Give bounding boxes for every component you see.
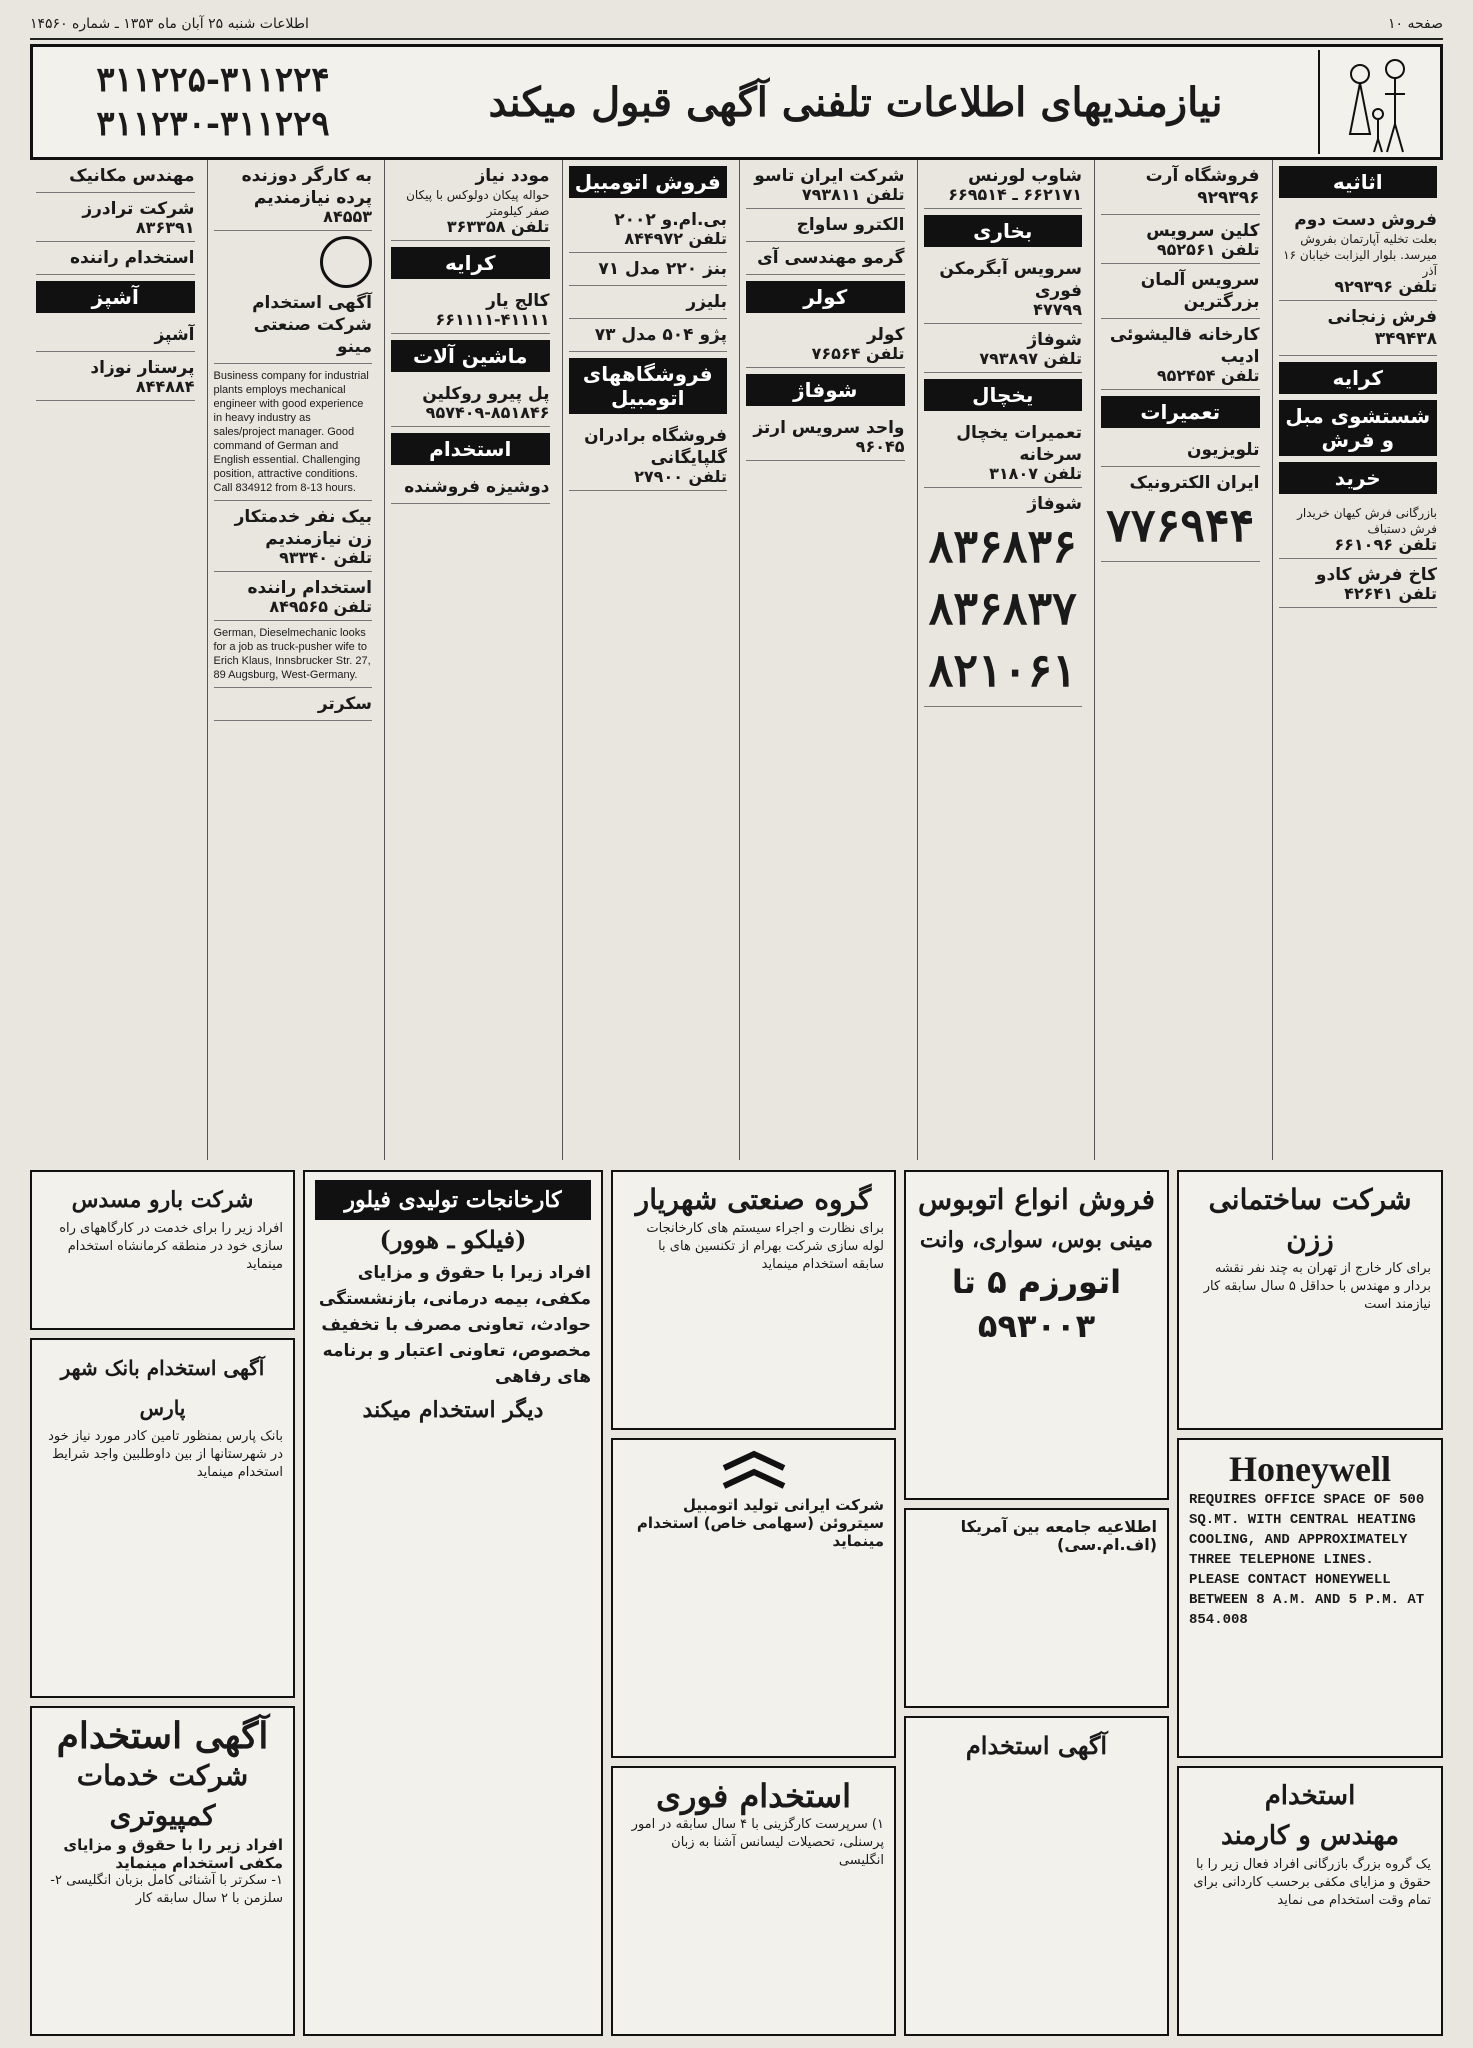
ad-title: شاوب لورنس [968, 166, 1082, 186]
ad-college-yar [391, 285, 550, 334]
ad-clean-service [1101, 215, 1260, 264]
ad-title: شرکت ترادرز [82, 199, 195, 219]
section-furniture: اثاثیه [1279, 166, 1438, 198]
ad-title: بلیزر [686, 292, 727, 312]
box-title: شرکت ساختمانی ززن [1208, 1183, 1412, 1256]
ad-title: کارخانه قالیشوئی ادیب [1109, 325, 1260, 367]
banner-phones-1: ۳۱۱۲۲۵-۳۱۱۲۲۴ [96, 60, 330, 100]
ad-title: فروشگاه آرت ۹۲۹۳۹۶ [1145, 166, 1260, 208]
ad-box-zen [1177, 1170, 1443, 1430]
section-employment: استخدام [391, 433, 550, 465]
ad-title: سرویس آلمان بزرگترین [1140, 270, 1260, 312]
box-text: افراد زیرا با حقوق و مزایای مکفی، بیمه درمانی، بازنشستگی حوادث، تعاونی مصرف با تخفیف مخصوص، تعاونی اعتبار و برنامه های رفاهی [318, 1263, 591, 1387]
ad-used-sale [1279, 204, 1438, 301]
ad-phone: ۹۶۰۴۵ [855, 437, 905, 456]
box-subtitle: مینی بوس، سواری، وانت [919, 1227, 1154, 1253]
ad-title: فرش زنجانی ۳۴۹۴۳۸ [1327, 307, 1437, 349]
ad-box-bus [904, 1170, 1169, 1500]
section-rent: کرایه [1279, 362, 1438, 394]
ad-phone: ۶۶۱۱۱۱-۴۱۱۱۱ [435, 310, 550, 329]
ad-phone: تلفن ۸۴۹۵۶۵ [269, 597, 372, 616]
ad-germany-service [1101, 264, 1260, 319]
section-machines: ماشین آلات [391, 340, 550, 372]
section-buy: خرید [1279, 462, 1438, 494]
ad-kado-carpet [1279, 559, 1438, 608]
ad-phone: تلفن ۹۲۹۳۹۶ [1334, 277, 1437, 296]
ad-title: کالج یار [486, 291, 550, 311]
ad-adib-carpet [1101, 319, 1260, 390]
ad-traders [36, 193, 195, 242]
ad-title: کلین سرویس [1146, 221, 1260, 241]
section-rent-2: کرایه [391, 247, 550, 279]
ad-curtain-tailor [214, 160, 373, 231]
ad-box-fast [611, 1766, 896, 2036]
ad-title: فروش دست دوم [1294, 210, 1437, 230]
ad-title: بنز ۲۲۰ مدل ۷۱ [598, 259, 727, 279]
box-phone: اتورزم ۵ تا ۵۹۳۰۰۳ [951, 1263, 1122, 1345]
section-carpet-wash: شستشوی مبل و فرش [1279, 400, 1438, 456]
ad-garmo [746, 242, 905, 275]
ad-bmw [569, 204, 728, 253]
box-text: برای نظارت و اجراء سیستم های کارخانجات لوله سازی شرکت بهرام از تکنسین های با سابقه استخدام مینماید [646, 1221, 884, 1272]
ad-box-shahriar [611, 1170, 896, 1430]
ad-box-citroen [611, 1438, 896, 1758]
honeywell-logo: Honeywell [1229, 1449, 1391, 1489]
issue-info: اطلاعات شنبه ۲۵ آبان ماه ۱۳۵۳ ـ شماره ۱۴۵۶۰ [30, 16, 309, 32]
minoo-logo-icon [320, 236, 372, 288]
classifieds-banner [30, 44, 1443, 160]
column-3 [917, 160, 1089, 1160]
ad-big-phone-3: ۸۲۱۰۶۱ [928, 643, 1077, 697]
box-title: کارخانجات تولیدی فیلور [315, 1180, 591, 1220]
ad-title: سرویس آبگرمکن فوری [939, 259, 1082, 301]
ad-text-en-2: German, Dieselmechanic looks for a job as truck-pusher wife to Erich Klaus, Innsbrucker Str. 27, 89 Augsburg, West-Germany. [213, 627, 371, 681]
ad-box-bank [30, 1338, 295, 1698]
box-title-2: مهندس و کارمند [1220, 1821, 1400, 1851]
ad-phone: ۸۴۴۸۸۴ [135, 377, 195, 396]
ad-title: فروشگاه برادران گلپایگانی [584, 426, 727, 468]
ad-phone: تلفن ۷۹۳۸۹۷ [979, 349, 1082, 368]
box-text: برای کار خارج از تهران به چند نفر نقشه بردار و مهندس با حداقل ۵ سال سابقه کار نیازمند است [1203, 1261, 1431, 1312]
banner-title: نیازمندیهای اطلاعات تلفنی آگهی قبول میکند [488, 78, 1223, 126]
banner-illustration [1318, 50, 1440, 154]
ad-title: مودد نیاز [475, 166, 550, 186]
ad-box-fmc [904, 1508, 1169, 1708]
ad-big-phone-1: ۸۳۶۸۳۶ [928, 519, 1077, 573]
box-title: آگهی استخدام [56, 1715, 269, 1757]
box-more: دیگر استخدام میکند [362, 1397, 544, 1423]
ad-phone: تلفن ۷۶۵۶۴ [811, 344, 905, 363]
ad-title: تلویزیون [1187, 440, 1260, 460]
column-5 [562, 160, 734, 1160]
ad-english-engineer [214, 364, 373, 501]
ad-phone: تلفن ۴۲۶۴۱ [1344, 584, 1437, 603]
ad-box-honeywell [1177, 1438, 1443, 1758]
ad-title: استخدام راننده [247, 578, 372, 598]
ad-title: سکرتر [317, 694, 372, 714]
ad-cooler [746, 319, 905, 368]
box-text: یک گروه بزرگ بازرگانی افراد فعال زیر را با حقوق و مزایای مکفی برحسب کاردانی برای تمام وقت استخدام می نماید [1193, 1857, 1431, 1908]
ad-text-en: Business company for industrial plants employs mechanical engineer with good experience in heavy industry as sales/project manager. Good command of German and English essential. Challenging position, attractive conditions. [213, 370, 369, 480]
ad-box-hoover [303, 1170, 603, 2036]
ad-arts-service [746, 412, 905, 461]
ad-iran-electronic [1101, 467, 1260, 562]
ad-phone: تلفن ۹۵۲۴۵۴ [1156, 366, 1260, 385]
ad-title: کاخ فرش کادو [1315, 565, 1437, 585]
ad-english-mechanic [214, 621, 373, 688]
ad-phone: تلفن ۹۳۳۴۰ [279, 548, 372, 567]
ad-shofaj-1 [924, 324, 1083, 373]
section-cook: آشپز [36, 281, 195, 313]
column-4 [739, 160, 911, 1160]
column-1 [1272, 160, 1444, 1160]
box-title: فروش انواع اتوبوس [917, 1183, 1156, 1216]
ad-maid [214, 501, 373, 572]
ad-blazer [569, 286, 728, 319]
ad-title: استخدام راننده [69, 248, 195, 268]
ad-text: بعلت تخلیه آپارتمان بفروش میرسد. بلوار الیزابت خیابان ۱۶ آذر [1283, 232, 1437, 278]
ad-peugeot [569, 319, 728, 352]
page-header [30, 10, 1443, 40]
ad-shofaj-2 [924, 488, 1083, 707]
ad-box-employment [904, 1716, 1169, 2036]
ad-title: آگهی استخدام شرکت صنعتی مینو [252, 293, 372, 357]
ad-phone: ۸۴۵۵۳ [323, 207, 372, 226]
ad-nurse [36, 352, 195, 401]
ad-secretary [214, 688, 373, 721]
page-number: صفحه ۱۰ [1387, 16, 1443, 32]
ad-title: دوشیزه فروشنده [404, 477, 550, 497]
ad-cook [36, 319, 195, 352]
column-6 [384, 160, 556, 1160]
ad-fridge-repair [924, 417, 1083, 488]
box-title: شرکت بارو مسدس [71, 1187, 254, 1213]
ad-title: الکترو ساواج [796, 215, 905, 235]
ad-big-phone-2: ۸۳۶۸۳۷ [928, 581, 1077, 635]
ad-title: ایران الکترونیک [1129, 473, 1260, 493]
ad-golpayegani [569, 420, 728, 491]
ad-title: شوفاژ [1027, 330, 1082, 350]
ad-driver [214, 572, 373, 621]
section-shofaj: شوفاژ [746, 374, 905, 406]
ad-box-engineer [1177, 1766, 1443, 2036]
column-2 [1094, 160, 1266, 1160]
classified-columns [30, 160, 1443, 1160]
ad-title: بی.ام.و ۲۰۰۲ [614, 210, 727, 230]
ad-saleswoman [391, 471, 550, 504]
ad-title: آشپز [154, 325, 195, 345]
ad-title: پژو ۵۰۴ مدل ۷۳ [594, 325, 727, 345]
section-repairs: تعمیرات [1101, 396, 1260, 428]
section-cooler: کولر [746, 281, 905, 313]
ad-title: کولر [866, 325, 905, 345]
box-subtitle: افراد زیر را با حقوق و مزایای مکفی استخدام مینماید [63, 1836, 283, 1872]
section-fridge: یخچال [924, 379, 1083, 411]
ad-title: شوفاژ [1027, 494, 1082, 514]
ad-phone: ۴۷۷۹۹ [1033, 300, 1082, 319]
ad-phone: تلفن ۲۷۹۰۰ [634, 467, 727, 486]
box-title: استخدام [1264, 1781, 1356, 1811]
ad-box-computer [30, 1706, 295, 2036]
column-7 [207, 160, 379, 1160]
ad-phone: ۶۶۲۱۷۱ ـ ۶۶۹۵۱۴ [948, 185, 1082, 204]
ad-schaub-lorenz [924, 160, 1083, 209]
citroen-logo-icon [623, 1448, 884, 1496]
ad-text-en-call: Call 834912 from 8-13 hours. [213, 482, 356, 494]
ad-paykan [391, 160, 550, 241]
ad-title: واحد سرویس ارتز [753, 418, 905, 438]
ad-phone: تلفن ۳۱۸۰۷ [989, 464, 1082, 483]
ad-box-baro [30, 1170, 295, 1330]
box-title: شرکت ایرانی تولید اتومبیل سیتروئن (سهامی خاص) استخدام مینماید [636, 1496, 884, 1550]
ad-poclain [391, 378, 550, 427]
ad-zanjani-carpet [1279, 301, 1438, 356]
box-title: آگهی استخدام [965, 1731, 1108, 1760]
ad-tv [1101, 434, 1260, 467]
ad-mech-engineer [36, 160, 195, 193]
ad-phone: تلفن ۶۶۱۰۹۶ [1334, 535, 1437, 554]
box-subtitle: (فیلکو ـ هوور) [379, 1225, 527, 1254]
section-car-shops: فروشگاههای اتومبیل [569, 358, 728, 414]
box-text: REQUIRES OFFICE SPACE OF 500 SQ.MT. WITH CENTRAL HEATING COOLING, AND APPROXIMATELY THREE TELEPHONE LINES. PLEASE CONTACT HONEYWELL BETWEEN 8 A.M. AND 5 P.M. AT 854.008 [1189, 1492, 1425, 1628]
ad-art-store [1101, 160, 1260, 215]
ad-text: بازرگانی فرش کیهان خریدار فرش دستباف [1297, 506, 1437, 536]
box-title: گروه صنعتی شهریار [635, 1183, 872, 1216]
ad-phone: ۹۵۷۴۰۹-۸۵۱۸۴۶ [425, 403, 550, 422]
ad-title: مهندس مکانیک [69, 166, 195, 186]
section-car-sale: فروش اتومبیل [569, 166, 728, 198]
ad-phone: تلفن ۸۴۴۹۷۲ [624, 229, 727, 248]
ad-title: شرکت ایران تاسو [754, 166, 905, 186]
ad-driver-2 [36, 242, 195, 275]
box-title: استخدام فوری [656, 1777, 851, 1815]
family-illustration-icon [1330, 54, 1430, 154]
column-8 [30, 160, 201, 1160]
ad-benz [569, 253, 728, 286]
ad-title: بیک نفر خدمتکار زن نیازمندیم [234, 507, 372, 549]
ad-title: پل پیرو روکلین [422, 384, 550, 404]
box-text: ۱) سرپرست کارگزینی با ۴ سال سابقه در امور پرسنلی، تحصیلات لیسانس آشنا به زبان انگلیسی [631, 1817, 884, 1868]
ad-title: پرستار نوزاد [90, 358, 195, 378]
box-items: ۱- سکرتر با آشنائی کامل بزبان انگلیسی ۲- سلزمن با ۲ سال سابقه کار [50, 1873, 283, 1906]
ad-phone: تلفن ۹۵۲۵۶۱ [1156, 240, 1260, 259]
box-text: بانک پارس بمنظور تامین کادر مورد نیاز خود در شهرستانها از بین داوطلبین واجد شرایط استخدام مینماید [48, 1429, 283, 1480]
ad-phone: تلفن ۷۹۳۸۱۱ [801, 185, 905, 204]
box-title: اطلاعیه جامعه بین آمریکا (اف.ام.سی) [960, 1517, 1157, 1554]
banner-phones-2: ۳۱۱۲۳۰-۳۱۱۲۲۹ [96, 104, 330, 144]
ad-title: تعمیرات یخچال سرخانه [956, 423, 1082, 465]
box-title-2: شرکت خدمات کمپیوتری [76, 1759, 249, 1832]
ad-text: حواله پیکان دولوکس با پیکان صفر کیلومتر [406, 188, 550, 218]
ad-water-heater [924, 253, 1083, 324]
box-text: افراد زیر را برای خدمت در کارگاههای راه سازی خود در منطقه کرمانشاه استخدام مینماید [59, 1221, 283, 1272]
ad-big-phone: ۷۷۶۹۴۴ [1106, 498, 1255, 552]
ad-keyhan-carpet [1279, 500, 1438, 559]
ad-electro-savaj [746, 209, 905, 242]
ad-phone: ۸۳۶۳۹۱ [135, 218, 195, 237]
section-heater: بخاری [924, 215, 1083, 247]
ad-iran-taso [746, 160, 905, 209]
banner-phones [33, 58, 393, 146]
box-title: آگهی استخدام بانک شهر پارس [60, 1356, 265, 1420]
ad-title: گرمو مهندسی آی [757, 248, 905, 268]
ad-minoo [214, 231, 373, 364]
ad-title: به کارگر دوزنده پرده نیازمندیم [241, 166, 372, 208]
ad-phone: تلفن ۳۶۳۳۵۸ [446, 217, 550, 236]
